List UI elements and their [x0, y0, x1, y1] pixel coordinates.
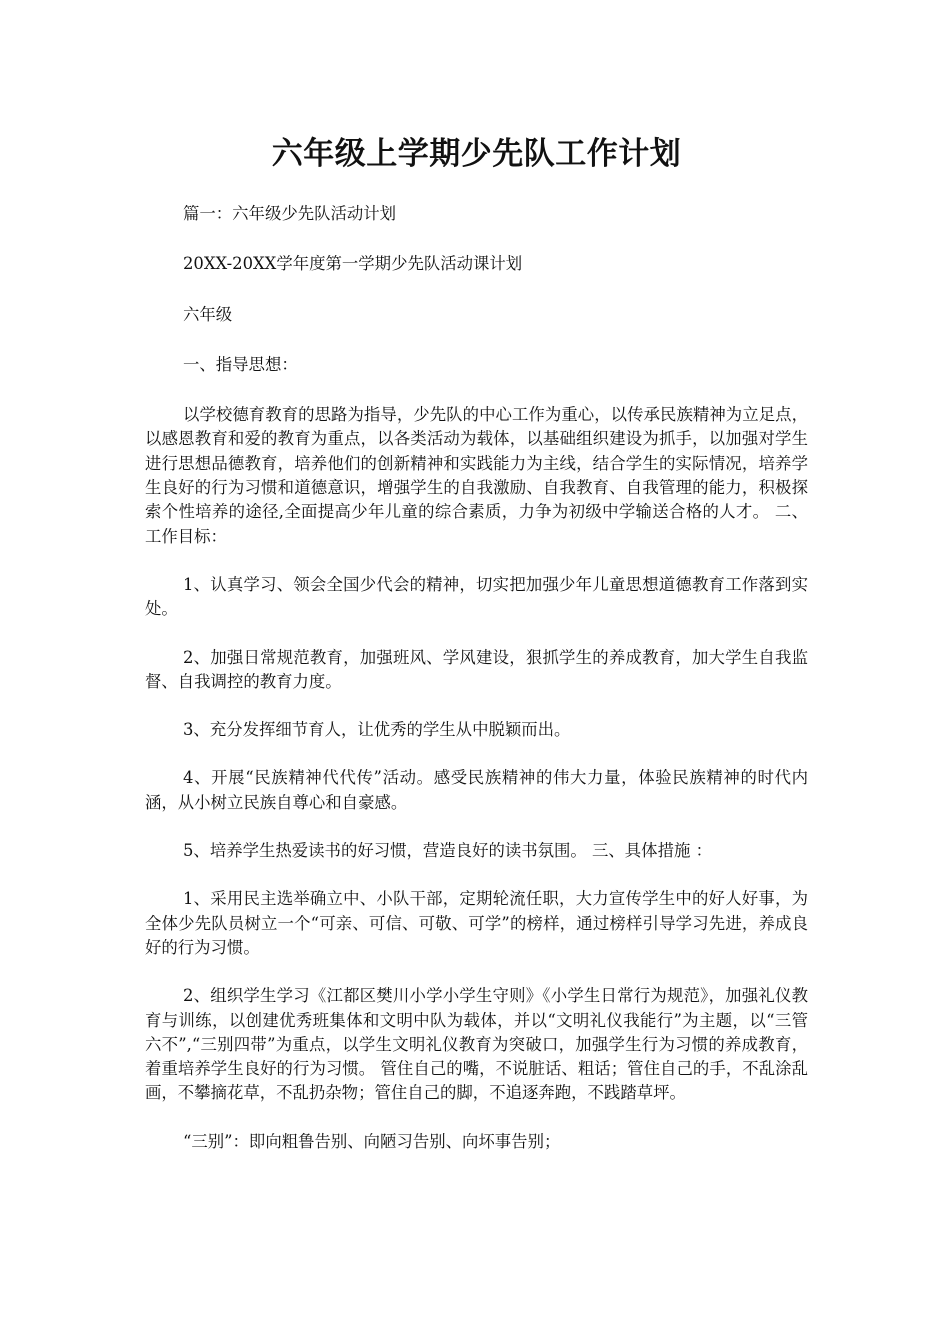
paragraph-measure-1: 1、采用民主选举确立中、小队干部，定期轮流任职，大力宣传学生中的好人好事，为全体少先队员树立一个“可亲、可信、可敬、可学”的榜样，通过榜样引导学习先进，养成良好的行为习惯。 — [145, 889, 808, 957]
document-title: 六年级上学期少先队工作计划 — [271, 136, 682, 172]
paragraph-goal-4: 4、开展“民族精神代代传”活动。感受民族精神的伟大力量，体验民族精神的时代内涵，从小树立民族自尊心和自豪感。 — [145, 768, 808, 812]
paragraph-goal-3: 3、充分发挥细节育人，让优秀的学生从中脱颖而出。 — [183, 720, 571, 740]
paragraph-guiding-ideology-heading: 一、指导思想： — [183, 354, 298, 374]
paragraph-plan-name: 20XX-20XX学年度第一学期少先队活动课计划 — [183, 254, 523, 274]
paragraph-goal-1: 1、认真学习、领会全国少代会的精神，切实把加强少年儿童思想道德教育工作落到实处。 — [145, 574, 808, 619]
paragraph-three-farewells: “三别”：即向粗鲁告别、向陋习告别、向坏事告别； — [183, 1131, 561, 1151]
paragraph-guiding-ideology: 以学校德育教育的思路为指导，少先队的中心工作为重心，以传承民族精神为立足点，以感恩教育和爱的教育为重点，以各类活动为载体，以基础组织建设为抓手，以加强对学生进行思想品德教育，培养他们的创新精神和实践能力为主线，结合学生的实际情况，培养学生良好的行为习惯和道德意识，增强学生的自我激励、自我教育、自我管理的能力，积极探索个性培养的途径,全面提高少年儿童的综合素质，力争为初级中学输送合格的人才。 二、工作目标： — [145, 405, 808, 546]
paragraph-goal-2: 2、加强日常规范教育，加强班风、学风建设，狠抓学生的养成教育，加大学生自我监督、自我调控的教育力度。 — [145, 647, 808, 691]
paragraph-goal-5: 5、培养学生热爱读书的好习惯，营造良好的读书氛围。 三、具体措施 ： — [183, 841, 712, 861]
paragraph-grade: 六年级 — [183, 304, 233, 324]
paragraph-measure-2: 2、组织学生学习《江都区樊川小学小学生守则》《小学生日常行为规范》，加强礼仪教育与训练，以创建优秀班集体和文明中队为载体，并以“文明礼仪我能行”为主题，以“三管六不”,“三别四带”为重点，以学生文明礼仪教育为突破口，加强学生行为习惯的养成教育，着重培养学生良好的行为习惯。 管住自己的嘴，不说脏话、粗话；管住自己的手，不乱涂乱画，不攀摘花草，不乱扔杂物；管住自己的脚，不追逐奔跑，不践踏草坪。 — [145, 986, 808, 1103]
paragraph-section-heading: 篇一：六年级少先队活动计划 — [183, 204, 397, 223]
